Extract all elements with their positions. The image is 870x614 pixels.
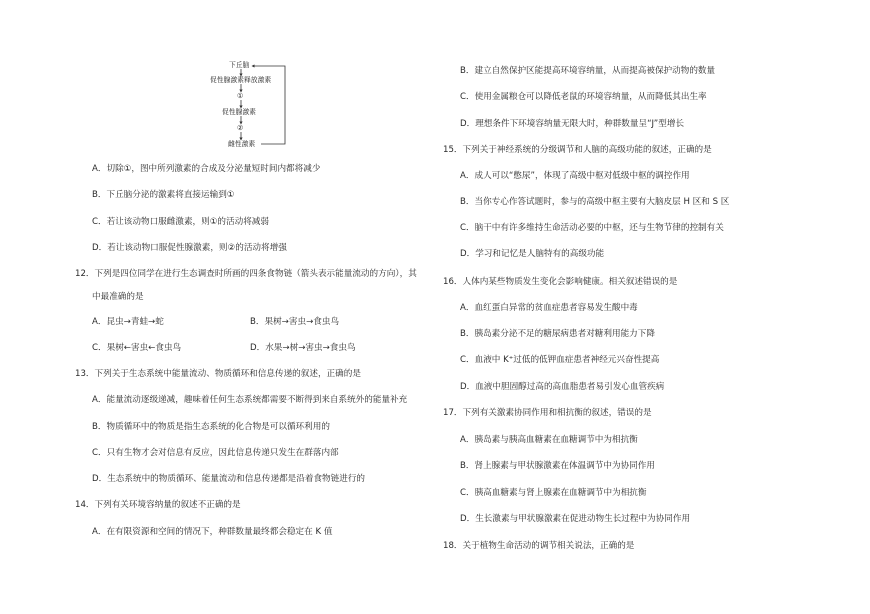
q17-option-d: D．生长激素与甲状腺激素在促进动物生长过程中为协同作用 <box>460 514 691 524</box>
q14-stem: 14．下列有关环境容纳量的叙述不正确的是 <box>75 500 241 510</box>
q17-option-a: A．胰岛素与胰高血糖素在血糖调节中为相抗衡 <box>460 435 638 445</box>
q17-option-b: B．肾上腺素与甲状腺激素在体温调节中为协同作用 <box>460 461 655 471</box>
diagram-gnrh: 促性腺激素释放激素 <box>210 76 272 84</box>
q14-option-b: B．建立自然保护区能提高环境容纳量，从而提高被保护动物的数量 <box>460 66 716 76</box>
q15-option-a: A．成人可以“憋尿”，体现了高级中枢对低级中枢的调控作用 <box>460 171 690 181</box>
q11-option-d: D．若让该动物口服促性腺激素，则②的活动将增强 <box>92 243 287 253</box>
q15-option-b: B．当你专心作答试题时，参与的高级中枢主要有大脑皮层 H 区和 S 区 <box>460 197 730 207</box>
q13-option-c: C．只有生物才会对信息有反应，因此信息传递只发生在群落内部 <box>92 448 339 458</box>
q16-option-a: A．血红蛋白异常的贫血症患者容易发生酸中毒 <box>460 303 638 313</box>
q15-stem: 15．下列关于神经系统的分级调节和人脑的高级功能的叙述，正确的是 <box>443 145 712 155</box>
q15-option-d: D．学习和记忆是人脑特有的高级功能 <box>460 249 605 259</box>
q14-option-c: C．使用金属粮仓可以降低老鼠的环境容纳量，从而降低其出生率 <box>460 92 707 102</box>
q16-option-d: D．血液中胆固醇过高的高血脂患者易引发心血管疾病 <box>460 382 665 392</box>
q12-option-b: B．果树→害虫→食虫鸟 <box>250 317 340 327</box>
q11-option-a: A．切除①，图中所列激素的合成及分泌量短时间内都将减少 <box>92 164 321 174</box>
q17-stem: 17．下列有关激素协同作用和相抗衡的叙述，错误的是 <box>443 408 652 418</box>
diagram-hypothalamus: 下丘脑 <box>229 61 250 69</box>
q15-option-c: C．脑干中有许多维持生命活动必要的中枢，还与生物节律的控制有关 <box>460 223 724 233</box>
q13-stem: 13．下列关于生态系统中能量流动、物质循环和信息传递的叙述，正确的是 <box>75 369 361 379</box>
q16-option-b: B．胰岛素分泌不足的糖尿病患者对糖利用能力下降 <box>460 329 655 339</box>
diagram-gland-2: ② <box>237 124 244 132</box>
q13-option-b: B．物质循环中的物质是指生态系统的化合物是可以循环利用的 <box>92 422 330 432</box>
q12-stem-line1: 12．下列是四位同学在进行生态调查时所画的四条食物链（箭头表示能量流动的方向），其 <box>75 269 417 279</box>
hormone-regulation-diagram <box>205 60 295 152</box>
q13-option-d: D．生态系统中的物质循环、能量流动和信息传递都是沿着食物链进行的 <box>92 474 366 484</box>
diagram-gonadotropin: 促性腺激素 <box>222 108 256 116</box>
q16-option-c: C．血液中 K⁺过低的低钾血症患者神经元兴奋性提高 <box>460 355 660 365</box>
q13-option-a: A．能量流动逐级递减，趣味着任何生态系统都需要不断得到来自系统外的能量补充 <box>92 395 408 405</box>
q12-stem-line2: 中最准确的是 <box>92 292 144 302</box>
q12-option-a: A．昆虫→青蛙→蛇 <box>92 317 164 327</box>
diagram-arrows <box>205 60 295 152</box>
q14-option-d: D．理想条件下环境容纳量无限大时，种群数量呈“J”型增长 <box>460 119 685 129</box>
diagram-gland-1: ① <box>237 92 244 100</box>
q12-option-c: C．果树←害虫←食虫鸟 <box>92 343 182 353</box>
diagram-hormone: 雌性激素 <box>228 140 256 148</box>
q12-option-d: D．水果→树→害虫→食虫鸟 <box>250 343 356 353</box>
q14-option-a: A．在有限资源和空间的情况下，种群数量最终都会稳定在 K 值 <box>92 527 333 537</box>
q17-option-c: C．胰高血糖素与肾上腺素在血糖调节中为相抗衡 <box>460 488 647 498</box>
q11-option-c: C．若让该动物口服雌激素，则①的活动将减弱 <box>92 217 269 227</box>
q16-stem: 16．人体内某些物质发生变化会影响健康。相关叙述错误的是 <box>443 277 678 287</box>
q11-option-b: B．下丘脑分泌的激素将直接运输到① <box>92 190 235 200</box>
q18-stem: 18．关于植物生命活动的调节相关说法，正确的是 <box>443 541 635 551</box>
